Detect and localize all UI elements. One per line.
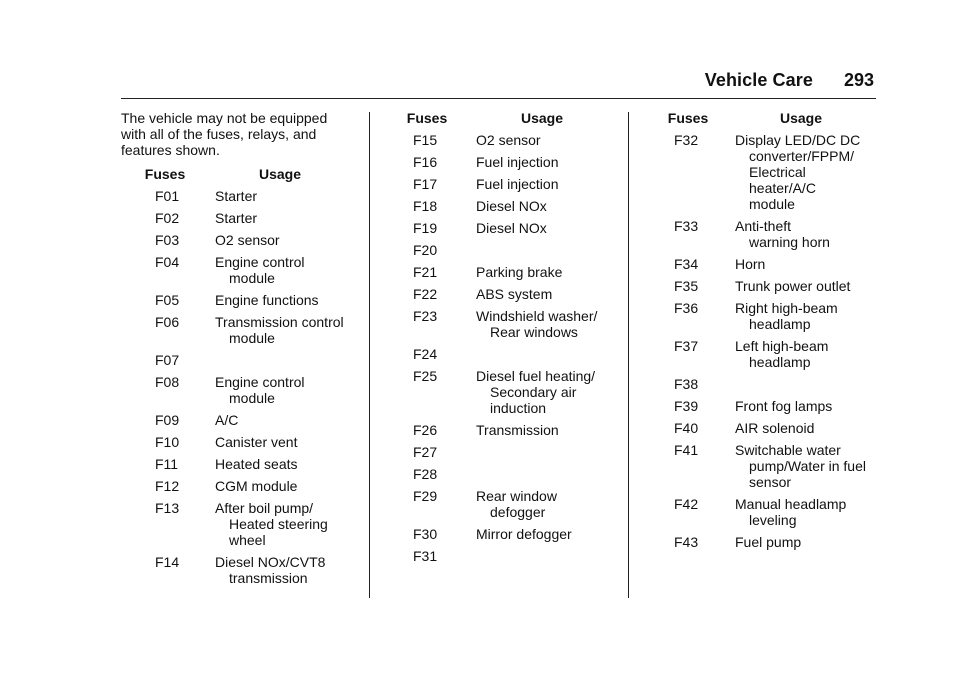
fuse-id: F14: [155, 554, 180, 570]
usage-line: Trunk power outlet: [735, 278, 851, 294]
usage-line: Starter: [215, 210, 258, 226]
table-row: [646, 496, 876, 528]
fuse-usage: [735, 278, 876, 294]
fuse-usage: [215, 232, 361, 248]
table-row: [646, 338, 876, 370]
usage-line: leveling: [749, 512, 797, 528]
usage-line: Diesel NOx: [476, 220, 547, 236]
column-divider-1: [369, 112, 370, 598]
usage-line: CGM module: [215, 478, 298, 494]
usage-line: Display LED/DC DC: [735, 132, 861, 148]
table-row: [385, 198, 620, 214]
fuse-usage: [476, 132, 620, 148]
fuse-id: F25: [413, 368, 438, 384]
fuse-id: F31: [413, 548, 438, 564]
table-row: [646, 300, 876, 332]
table-row: [385, 308, 620, 340]
fuse-usage: [735, 300, 876, 332]
usage-line: Switchable water: [735, 442, 841, 458]
usage-line: transmission: [229, 570, 308, 586]
fuse-usage: [476, 176, 620, 192]
fuse-usage: [735, 256, 876, 272]
fuse-id: F11: [155, 456, 179, 472]
table-header: [646, 110, 876, 126]
usage-line: Mirror defogger: [476, 526, 572, 542]
header-rule: [121, 98, 876, 99]
fuse-id: F26: [413, 422, 438, 438]
fuse-id: F30: [413, 526, 438, 542]
table-row: [385, 264, 620, 280]
fuse-id: F21: [413, 264, 438, 280]
usage-line: Rear windows: [490, 324, 578, 340]
intro-line: with all of the fuses, relays, and: [121, 126, 317, 142]
fuse-usage: [215, 188, 361, 204]
fuse-id: F12: [155, 478, 180, 494]
usage-line: Transmission: [476, 422, 559, 438]
table-row: [385, 154, 620, 170]
fuse-id: F41: [674, 442, 699, 458]
intro-line: The vehicle may not be equipped: [121, 110, 328, 126]
usage-line: Windshield washer/: [476, 308, 598, 324]
fuse-usage: [735, 376, 876, 392]
fuse-usage: [215, 434, 361, 450]
table-row: [121, 210, 361, 226]
usage-line: Diesel fuel heating/: [476, 368, 596, 384]
usage-line: Heated steering: [229, 516, 328, 532]
usage-line: Engine control: [215, 254, 305, 270]
usage-line: headlamp: [749, 316, 811, 332]
fuse-usage: [735, 496, 876, 528]
fuse-id: F09: [155, 412, 180, 428]
usage-line: Left high-beam: [735, 338, 829, 354]
table-row: [646, 256, 876, 272]
table-row: [385, 422, 620, 438]
usage-line: sensor: [749, 474, 792, 490]
fuse-usage: [476, 422, 620, 438]
table-row: [385, 286, 620, 302]
fuse-id: F13: [155, 500, 180, 516]
table-row: [385, 242, 620, 258]
usage-line: Diesel NOx/CVT8: [215, 554, 326, 570]
usage-line: Transmission control: [215, 314, 344, 330]
fuse-usage: [735, 218, 876, 250]
fuse-usage: [735, 338, 876, 370]
usage-line: warning horn: [749, 234, 830, 250]
table-row: [385, 488, 620, 520]
table-row: [121, 478, 361, 494]
table-row: [121, 434, 361, 450]
fuse-usage: [476, 154, 620, 170]
table-row: [385, 176, 620, 192]
usage-line: Diesel NOx: [476, 198, 547, 214]
usage-line: Front fog lamps: [735, 398, 833, 414]
usage-line: wheel: [229, 532, 266, 548]
fuse-id: F10: [155, 434, 180, 450]
fuse-id: F01: [155, 188, 180, 204]
fuse-usage: [476, 548, 620, 564]
fuse-id: F06: [155, 314, 180, 330]
table-row: [121, 188, 361, 204]
table-row: [385, 346, 620, 362]
fuse-usage: [476, 308, 620, 340]
usage-header: Usage: [259, 166, 302, 182]
fuse-usage: [215, 500, 361, 548]
usage-line: Canister vent: [215, 434, 298, 450]
usage-line: Anti-theft: [735, 218, 792, 234]
fuse-id: F08: [155, 374, 180, 390]
usage-line: Rear window: [476, 488, 557, 504]
fuse-id: F15: [413, 132, 438, 148]
usage-line: defogger: [490, 504, 546, 520]
table-row: [121, 500, 361, 548]
column-divider-2: [628, 112, 629, 598]
fuse-usage: [476, 220, 620, 236]
fuse-usage: [476, 368, 620, 416]
usage-line: Manual headlamp: [735, 496, 847, 512]
fuse-usage: [735, 398, 876, 414]
fuse-id: F37: [674, 338, 699, 354]
usage-line: Electrical heater/A/C: [749, 164, 816, 196]
fuse-table-column-1: [121, 110, 361, 592]
fuse-id: F38: [674, 376, 699, 392]
fuse-id: F33: [674, 218, 699, 234]
table-row: [646, 376, 876, 392]
usage-header: Usage: [780, 110, 823, 126]
usage-line: induction: [490, 400, 547, 416]
fuse-usage: [476, 488, 620, 520]
table-row: [385, 526, 620, 542]
usage-line: Parking brake: [476, 264, 563, 280]
table-header: [385, 110, 620, 126]
fuse-usage: [476, 346, 620, 362]
usage-line: Engine control: [215, 374, 305, 390]
table-row: [646, 278, 876, 294]
fuse-id: F35: [674, 278, 699, 294]
page-section-title: Vehicle Care: [704, 70, 813, 90]
usage-line: O2 sensor: [476, 132, 541, 148]
table-row: [121, 412, 361, 428]
fuse-usage: [476, 286, 620, 302]
fuse-usage: [215, 456, 361, 472]
table-row: [646, 534, 876, 550]
table-row: [121, 232, 361, 248]
fuse-usage: [215, 478, 361, 494]
fuse-id: F27: [413, 444, 438, 460]
fuse-usage: [476, 264, 620, 280]
table-row: [121, 554, 361, 586]
table-row: [121, 254, 361, 286]
usage-line: Starter: [215, 188, 258, 204]
fuse-usage: [215, 374, 361, 406]
fuse-usage: [215, 210, 361, 226]
fuse-id: F32: [674, 132, 699, 148]
fuse-id: F29: [413, 488, 438, 504]
usage-line: converter/FPPM/: [749, 148, 855, 164]
fuse-id: F18: [413, 198, 438, 214]
usage-line: module: [229, 390, 275, 406]
table-row: [646, 218, 876, 250]
fuse-id: F20: [413, 242, 438, 258]
fuse-usage: [215, 314, 361, 346]
intro-line: features shown.: [121, 142, 220, 158]
fuse-table-column-2: [385, 110, 620, 570]
fuses-header: Fuses: [406, 110, 448, 126]
table-row: [385, 132, 620, 148]
fuse-usage: [215, 352, 361, 368]
fuse-usage: [735, 132, 876, 212]
usage-line: Fuel injection: [476, 176, 559, 192]
fuse-table-column-3: [646, 110, 876, 556]
fuse-usage: [476, 444, 620, 460]
usage-line: Fuel pump: [735, 534, 802, 550]
usage-line: After boil pump/: [215, 500, 314, 516]
table-row: [385, 220, 620, 236]
fuse-usage: [735, 534, 876, 550]
fuse-id: F04: [155, 254, 180, 270]
usage-line: Fuel injection: [476, 154, 559, 170]
fuse-usage: [735, 442, 876, 490]
fuse-id: F05: [155, 292, 180, 308]
table-row: [646, 398, 876, 414]
fuse-usage: [476, 242, 620, 258]
table-row: [646, 132, 876, 212]
fuse-id: F16: [413, 154, 438, 170]
fuses-header: Fuses: [144, 166, 186, 182]
fuse-usage: [215, 412, 361, 428]
usage-line: AIR solenoid: [735, 420, 815, 436]
usage-line: A/C: [215, 412, 239, 428]
table-row: [121, 314, 361, 346]
table-row: [385, 368, 620, 416]
usage-line: ABS system: [476, 286, 553, 302]
fuse-id: F28: [413, 466, 438, 482]
usage-line: Engine functions: [215, 292, 319, 308]
usage-line: module: [229, 330, 275, 346]
fuse-id: F07: [155, 352, 180, 368]
fuse-usage: [476, 198, 620, 214]
fuse-usage: [215, 554, 361, 586]
table-row: [646, 442, 876, 490]
table-row: [385, 548, 620, 564]
usage-line: Right high-beam: [735, 300, 838, 316]
usage-line: pump/Water in fuel: [749, 458, 866, 474]
fuse-usage: [215, 254, 361, 286]
table-row: [121, 292, 361, 308]
fuse-id: F17: [413, 176, 438, 192]
fuse-id: F34: [674, 256, 699, 272]
fuse-id: F40: [674, 420, 699, 436]
table-row: [121, 374, 361, 406]
table-row: [385, 466, 620, 482]
usage-line: module: [749, 196, 795, 212]
fuse-id: F03: [155, 232, 180, 248]
fuse-id: F24: [413, 346, 438, 362]
usage-line: Secondary air: [490, 384, 577, 400]
table-row: [121, 352, 361, 368]
fuse-id: F19: [413, 220, 438, 236]
table-row: [385, 444, 620, 460]
fuse-id: F23: [413, 308, 438, 324]
usage-line: module: [229, 270, 275, 286]
fuse-usage: [215, 292, 361, 308]
usage-line: O2 sensor: [215, 232, 280, 248]
fuses-header: Fuses: [667, 110, 709, 126]
fuse-id: F02: [155, 210, 180, 226]
fuse-id: F42: [674, 496, 699, 512]
fuse-usage: [476, 466, 620, 482]
usage-header: Usage: [521, 110, 564, 126]
fuse-id: F22: [413, 286, 438, 302]
fuse-usage: [476, 526, 620, 542]
fuse-usage: [735, 420, 876, 436]
table-header: [121, 166, 361, 182]
table-row: [646, 420, 876, 436]
intro-paragraph: [121, 110, 361, 158]
fuse-id: F43: [674, 534, 699, 550]
table-row: [121, 456, 361, 472]
usage-line: Heated seats: [215, 456, 298, 472]
page-number: 293: [843, 70, 874, 90]
usage-line: headlamp: [749, 354, 811, 370]
fuse-id: F36: [674, 300, 699, 316]
usage-line: Horn: [735, 256, 766, 272]
fuse-id: F39: [674, 398, 699, 414]
